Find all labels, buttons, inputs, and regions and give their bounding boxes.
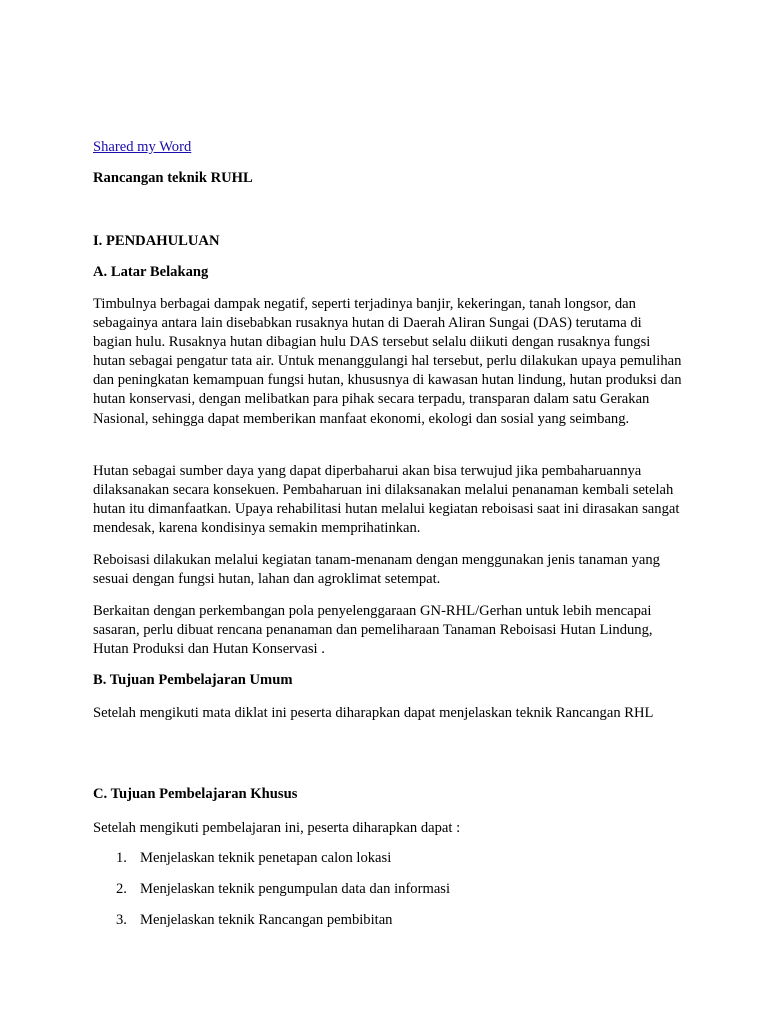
list-text: Menjelaskan teknik Rancangan pembibitan: [140, 912, 393, 928]
list-number: 1.: [116, 850, 127, 866]
paragraph: Timbulnya berbagai dampak negatif, seperti terjadinya banjir, kekeringan, tanah longsor, dan sebagainya antara lain disebabkan rusaknya hutan di Daerah Aliran Sungai (DAS) terutama di bagian hulu. Rusaknya hutan dibagian hulu DAS tersebut selalu diikuti dengan rusaknya fungsi hutan sebagai pengatur tata air. Untuk menanggulangi hal tersebut, perlu dilakukan upaya pemulihan dan peningkatan kemampuan fungsi hutan, khususnya di kawasan hutan lindung, hutan produksi dan hutan konservasi, dengan melibatkan para pihak secara terpadu, transparan dalam satu Gerakan Nasional, sehingga dapat memberikan manfaat ekonomi, ekologi dan sosial yang seimbang.: [93, 296, 682, 427]
paragraph: Setelah mengikuti pembelajaran ini, peserta diharapkan dapat :: [93, 820, 461, 836]
paragraph: Hutan sebagai sumber daya yang dapat diperbaharui akan bisa terwujud jika pembaharuannya dilaksanakan secara konsekuen. Pembaharuan ini dilaksanakan melalui penanaman kembali setelah hutan itu dimanfaatkan. Upaya rehabilitasi hutan melalui kegiatan reboisasi saat ini dirasakan sangat mendesak, karena kondisinya semakin memprihatinkan.: [93, 463, 680, 537]
paragraph: Berkaitan dengan perkembangan pola penyelenggaraan GN-RHL/Gerhan untuk lebih mencapai sasaran, perlu dibuat rencana penanaman dan pemeliharaan Tanaman Reboisasi Hutan Lindung, Hutan Produksi dan Hutan Konservasi .: [93, 603, 653, 658]
section-heading-pendahuluan: I. PENDAHULUAN: [93, 233, 220, 249]
document-title: Rancangan teknik RUHL: [93, 170, 253, 186]
subsection-heading-tujuan-khusus: C. Tujuan Pembelajaran Khusus: [93, 786, 298, 802]
list-item: [116, 881, 450, 898]
list-item: [116, 912, 392, 929]
paragraph: Reboisasi dilakukan melalui kegiatan tanam-menanam dengan menggunakan jenis tanaman yang sesuai dengan fungsi hutan, lahan dan agroklimat setempat.: [93, 552, 660, 588]
subsection-heading-tujuan-umum: B. Tujuan Pembelajaran Umum: [93, 672, 293, 688]
paragraph: Setelah mengikuti mata diklat ini peserta diharapkan dapat menjelaskan teknik Rancangan RHL: [93, 705, 654, 721]
list-text: Menjelaskan teknik pengumpulan data dan informasi: [140, 881, 451, 897]
subsection-heading-latar-belakang: A. Latar Belakang: [93, 264, 209, 280]
list-text: Menjelaskan teknik penetapan calon lokasi: [140, 850, 392, 866]
list-number: 2.: [116, 881, 127, 897]
shared-my-word-link[interactable]: Shared my Word: [93, 139, 192, 155]
list-item: [116, 850, 391, 867]
list-number: 3.: [116, 912, 127, 928]
